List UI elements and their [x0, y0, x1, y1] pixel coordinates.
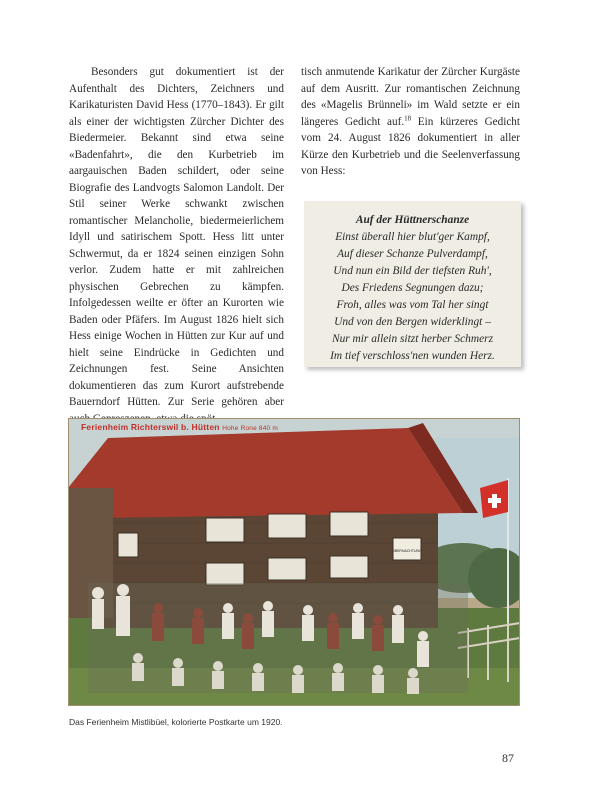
poem-box — [304, 201, 521, 367]
postcard-image — [68, 418, 520, 706]
poem-line: Nur mir allein sitzt herber Schmerz — [331, 333, 494, 345]
group-of-people — [88, 583, 468, 694]
roof — [68, 428, 463, 518]
poem-title: Auf der Hüttnerschanze — [355, 214, 470, 226]
body-paragraph-right-part1: tisch anmutende Karikatur der Zürcher Kurgäste auf dem Ausritt. Zur romantischen Zeichnung des «Magelis Brünneli» im Wald setzte er ein längeres Gedicht auf. — [301, 66, 520, 128]
body-paragraph-right — [301, 64, 520, 180]
poem-line: Des Friedens Segnungen dazu; — [341, 282, 484, 294]
postcard-title-text: Ferienheim Richterswil b. Hütten — [81, 422, 220, 432]
postcard-printed-title — [81, 422, 278, 432]
poem-line: Im tief verschloss'nen wunden Herz. — [330, 350, 495, 362]
page-number: 87 — [502, 751, 514, 765]
postcard-illustration — [68, 418, 520, 706]
postcard-subtitle-text: Hohe Rone 840 m — [222, 425, 278, 432]
figure-caption: Das Ferienheim Mistlibüel, kolorierte Postkarte um 1920. — [69, 717, 283, 727]
right-text-column — [301, 64, 520, 180]
poem-line: Einst überall hier blut'ger Kampf, — [335, 231, 490, 243]
poem-line: Und nun ein Bild der tiefsten Ruh', — [333, 265, 492, 277]
body-paragraph-right-part2: Ein kürzeres Gedicht vom 24. August 1826 dokumentiert in aller Kürze den Kurbetrieb und die Seelenverfassung von Hess: — [301, 115, 520, 177]
poem-line: Auf dieser Schanze Pulverdampf, — [337, 248, 488, 260]
body-paragraph-left: Besonders gut dokumentiert ist der Aufenthalt des Dichters, Zeichners und Karikaturisten David Hess (1770–1843). Er gilt als einer der wichtigsten Zürcher Dichter des Biedermeier. Bekannt sind etwa seine «Badenfahrt», die den Kurbetrieb im aargauischen Baden schildert, oder seine Biografie des Landvogts Salomon Landolt. Der Stil seiner Werke schwankt zwischen romantischer Melancholie, biedermeierlichem Idyll und satirischem Spott. Hess litt unter Schwermut, da er 1824 seinen einzigen Sohn verlor. Zudem hatte er mit zahlreichen physischen Gebrechen zu kämpfen. Infolgedessen weilte er öfter an Kurorten wie Baden oder Pfäfers. Im August 1826 hielt sich Hess einige Wochen in Hütten zur Kur auf und hielt seine Eindrücke in Gedichten und Zeichnungen fest. Seine Ansichten dokumentieren das zum Kurort aufstrebende Bauerndorf Hütten. Zur Serie gehören aber — [69, 66, 284, 408]
building-sign-text: ÜBERNACHTUNG — [392, 549, 422, 553]
left-text-column — [69, 64, 284, 427]
poem-line: Und von den Bergen widerklingt – — [334, 316, 491, 328]
footnote-reference[interactable]: 18 — [404, 113, 412, 122]
swiss-flag-cross — [488, 498, 501, 503]
poem-line: Froh, alles was vom Tal her singt — [336, 299, 489, 311]
